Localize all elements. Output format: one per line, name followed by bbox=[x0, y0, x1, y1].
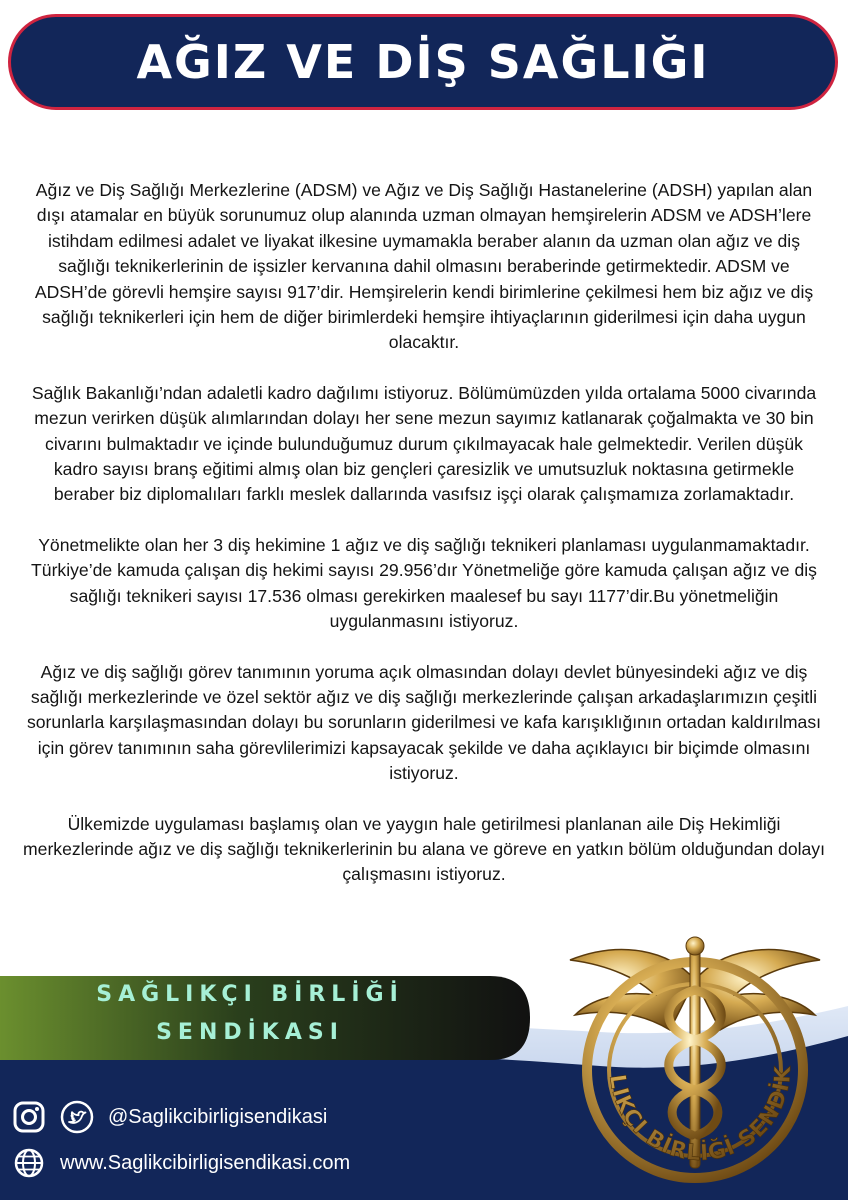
paragraph: Ağız ve Diş Sağlığı Merkezlerine (ADSM) ve Ağız ve Diş Sağlığı Hastanelerine (ADSH) yapılan alan dışı atamalar en büyük sorunumuz olup alanında uzman olmayan hemşirelerin ADSM ve ADSH’lere istihdam edilmesi adalet ve liyakat ilkesine uymamakla beraber alanın da uzman olan ağız ve diş sağlığı teknikerlerinin de işsizler kervanına dahil olmasını beraberinde getirmektedir. ADSM ve ADSH’de görevli hemşire sayısı 917’dir. Hemşirelerin kendi birimlerine çekilmesi hem biz ağız ve diş sağlığı teknikerleri için hem de diğer birimlerdeki hemşire ihtiyaçlarının giderilmesi için daha uygun olacaktır. bbox=[34, 180, 814, 353]
website-link[interactable]: www.Saglikcibirligisendikasi.com bbox=[60, 1151, 351, 1174]
title-banner bbox=[8, 14, 838, 110]
union-name-line1: SAĞLIKÇI BİRLİĞİ bbox=[96, 982, 404, 1007]
paragraph: Ağız ve diş sağlığı görev tanımının yoruma açık olmasından dolayı devlet bünyesindeki ağız ve diş sağlığı merkezlerinde ve özel sektör ağız ve diş sağlığı merkezlerinde çalışan arkadaşlarımızın çeşitli sorunlarla karşılaşmasından dolayı bu sorunların giderilmesi ve kafa karışıklığının ortadan kaldırılması için görev tanımının saha görevlilerimizi kapsayacak şekilde ve daha açıklayıcı bir biçimde olmasını istiyoruz. bbox=[26, 661, 822, 784]
union-name-line2: SENDİKASI bbox=[156, 1020, 344, 1045]
social-handle-row bbox=[12, 1100, 327, 1134]
footer bbox=[0, 940, 848, 1200]
union-name-band bbox=[0, 976, 530, 1060]
paragraph: Ülkemizde uygulaması başlamış olan ve yaygın hale getirilmesi planlanan aile Diş Hekimliği merkezlerinde ağız ve diş sağlığı teknikerlerinin bu alana ve göreve en yatkın bölüm olduğundan dolayı çalışmasını istiyoruz. bbox=[23, 813, 825, 885]
page-title: AĞIZ VE DİŞ SAĞLIĞI bbox=[136, 35, 710, 89]
paragraph: Sağlık Bakanlığı’ndan adaletli kadro dağılımı istiyoruz. Bölümümüzden yılda ortalama 5000 civarında mezun verirken düşük alımlarından dolayı her sene mezun sayımız katlanarak çoğalmakta ve 30 bin civarını bulmaktadır ve içinde bulunduğumuz durum çıkılmayacak hale gelmektedir. Verilen düşük kadro sayısı branş eğitimi almış olan biz gençleri çaresizlik ve umutsuzluk noktasına getirmekle beraber biz diplomalıları farklı meslek dallarında vasıfsız işçi olarak çalışmamıza zorlamaktadır. bbox=[31, 382, 817, 505]
twitter-icon[interactable] bbox=[60, 1100, 94, 1134]
document-body bbox=[22, 178, 826, 913]
social-handle[interactable]: @Saglikcibirligisendikasi bbox=[108, 1105, 328, 1128]
website-row bbox=[12, 1146, 350, 1180]
emblem-ring-text: LIKÇI BİRLİĞİ SENDİK bbox=[603, 1064, 797, 1167]
paragraph: Yönetmelikte olan her 3 diş hekimine 1 ağız ve diş sağlığı teknikeri planlaması uygulanmamaktadır. Türkiye’de kamuda çalışan diş hekimi sayısı 29.956’dır Yönetmeliğe göre kamuda çalışan ağız ve diş sağlığı teknikeri sayısı 17.536 olması gerekirken maalesef bu sayı 1177’dir.Bu yönetmeliğin uygulanmasını istiyoruz. bbox=[31, 534, 817, 632]
union-emblem-logo bbox=[560, 920, 830, 1190]
globe-icon bbox=[12, 1146, 46, 1180]
instagram-icon[interactable] bbox=[12, 1100, 46, 1134]
